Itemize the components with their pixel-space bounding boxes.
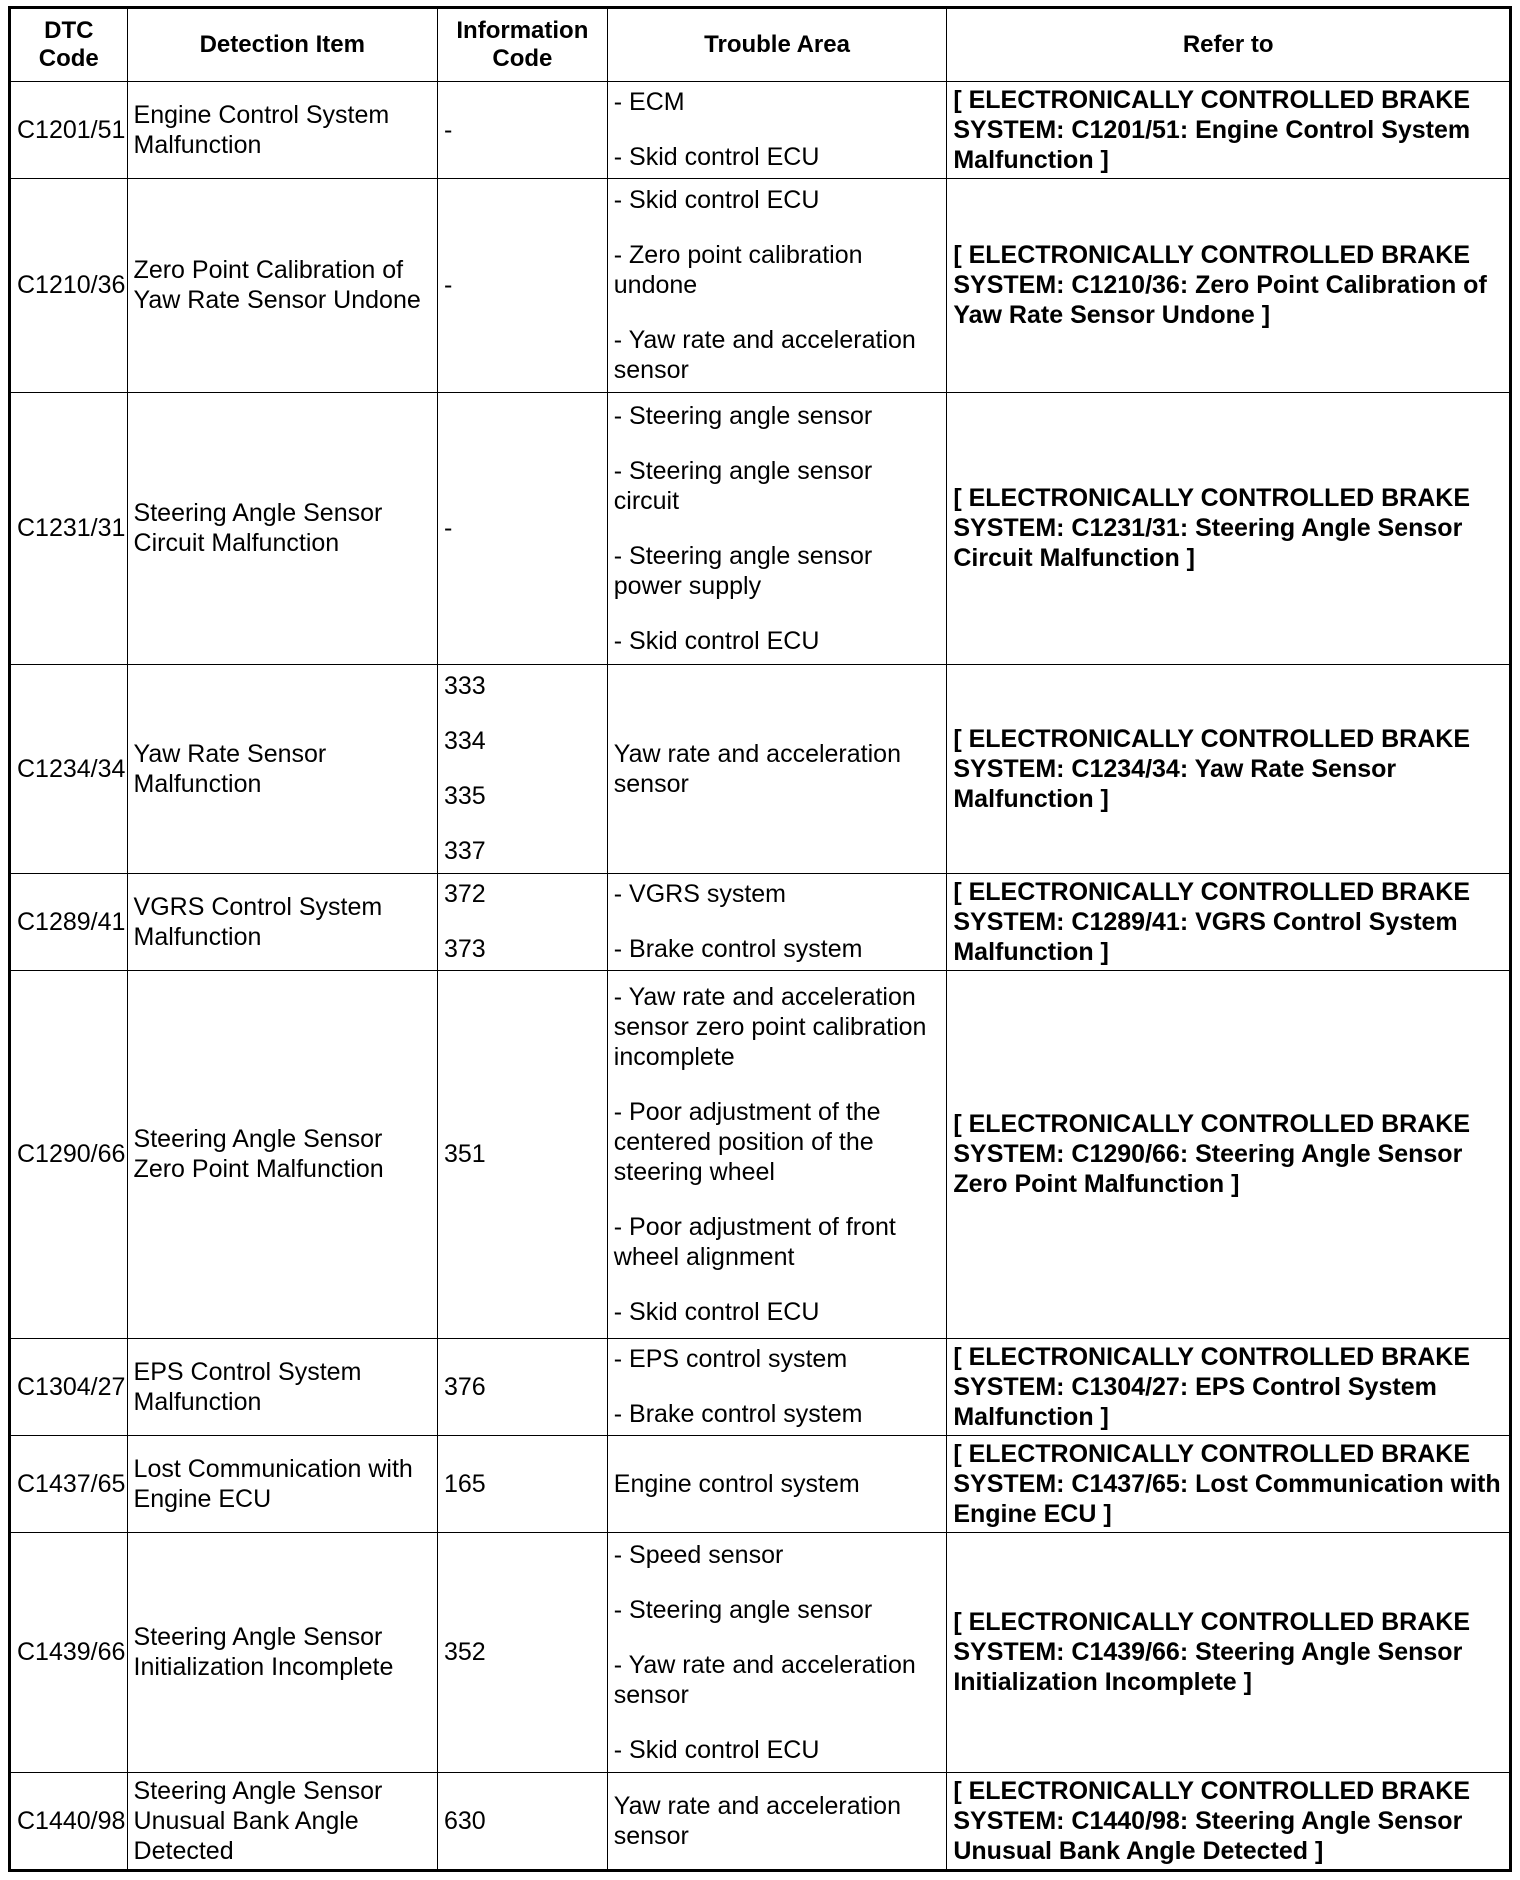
- detection-item-cell: Steering Angle Sensor Unusual Bank Angle Detected: [127, 1773, 437, 1871]
- refer-to-cell: [ ELECTRONICALLY CONTROLLED BRAKE SYSTEM: C1289/41: VGRS Control System Malfunction ]: [947, 873, 1511, 970]
- information-code: -: [443, 115, 453, 144]
- table-row: [10, 970, 1511, 1338]
- refer-to-cell: [ ELECTRONICALLY CONTROLLED BRAKE SYSTEM: C1231/31: Steering Angle Sensor Circuit Malfunction ]: [947, 392, 1511, 664]
- information-code: -: [443, 271, 453, 300]
- information-code: -: [443, 514, 453, 543]
- trouble-area-item: - Skid control ECU: [613, 143, 820, 172]
- trouble-area-item: - Speed sensor: [613, 1540, 784, 1569]
- information-code: 376: [443, 1372, 486, 1401]
- information-code: 337: [443, 837, 486, 866]
- trouble-area-cell: [607, 1435, 947, 1532]
- detection-item-cell: EPS Control System Malfunction: [127, 1338, 437, 1435]
- information-code: 630: [443, 1807, 486, 1836]
- header-detection-item: Detection Item: [127, 8, 437, 82]
- dtc-table: [8, 6, 1512, 1872]
- table-row: [10, 82, 1511, 179]
- information-code: 373: [443, 935, 486, 964]
- information-code: 351: [443, 1140, 486, 1169]
- trouble-area-item: - EPS control system: [613, 1345, 848, 1374]
- table-row: [10, 1435, 1511, 1532]
- detection-item-cell: Zero Point Calibration of Yaw Rate Sensor Undone: [127, 178, 437, 392]
- dtc-code-cell: C1210/36: [10, 178, 128, 392]
- dtc-code-cell: C1440/98: [10, 1773, 128, 1871]
- header-trouble-area: Trouble Area: [607, 8, 947, 82]
- information-code: 333: [443, 672, 486, 701]
- header-information-code: Information Code: [437, 8, 607, 82]
- dtc-code-cell: C1231/31: [10, 392, 128, 664]
- dtc-code-cell: C1201/51: [10, 82, 128, 179]
- table-row: [10, 873, 1511, 970]
- information-code: 334: [443, 727, 486, 756]
- detection-item-cell: Engine Control System Malfunction: [127, 82, 437, 179]
- table-row: [10, 665, 1511, 874]
- dtc-code-cell: C1290/66: [10, 970, 128, 1338]
- information-code: 372: [443, 880, 486, 909]
- trouble-area-item: - Poor adjustment of front wheel alignment: [613, 1212, 896, 1271]
- table-row: [10, 1773, 1511, 1871]
- trouble-area-item: - Poor adjustment of the centered position of the steering wheel: [613, 1097, 881, 1186]
- information-code-cell: [437, 665, 607, 874]
- table-row: [10, 178, 1511, 392]
- refer-to-cell: [ ELECTRONICALLY CONTROLLED BRAKE SYSTEM: C1234/34: Yaw Rate Sensor Malfunction ]: [947, 665, 1511, 874]
- detection-item-cell: VGRS Control System Malfunction: [127, 873, 437, 970]
- trouble-area-cell: [607, 1338, 947, 1435]
- trouble-area-cell: [607, 1532, 947, 1773]
- dtc-code-cell: C1439/66: [10, 1532, 128, 1773]
- trouble-area-item: - Yaw rate and acceleration sensor: [613, 1650, 916, 1709]
- information-code-cell: [437, 873, 607, 970]
- trouble-area-item: - Brake control system: [613, 1400, 863, 1429]
- trouble-area-item: - Steering angle sensor: [613, 401, 873, 430]
- trouble-area-cell: [607, 392, 947, 664]
- refer-to-cell: [ ELECTRONICALLY CONTROLLED BRAKE SYSTEM: C1201/51: Engine Control System Malfunction ]: [947, 82, 1511, 179]
- trouble-area-cell: [607, 665, 947, 874]
- refer-to-cell: [ ELECTRONICALLY CONTROLLED BRAKE SYSTEM: C1437/65: Lost Communication with Engine ECU ]: [947, 1435, 1511, 1532]
- trouble-area-item: - Skid control ECU: [613, 1735, 820, 1764]
- detection-item-cell: Yaw Rate Sensor Malfunction: [127, 665, 437, 874]
- information-code-cell: [437, 82, 607, 179]
- trouble-area-cell: [607, 970, 947, 1338]
- trouble-area-cell: [607, 82, 947, 179]
- trouble-area-item: - Yaw rate and acceleration sensor: [613, 326, 916, 385]
- detection-item-cell: Steering Angle Sensor Initialization Incomplete: [127, 1532, 437, 1773]
- refer-to-cell: [ ELECTRONICALLY CONTROLLED BRAKE SYSTEM: C1210/36: Zero Point Calibration of Yaw Rate Sensor Undone ]: [947, 178, 1511, 392]
- trouble-area-cell: [607, 1773, 947, 1871]
- dtc-code-cell: C1289/41: [10, 873, 128, 970]
- information-code-cell: [437, 178, 607, 392]
- dtc-code-cell: C1304/27: [10, 1338, 128, 1435]
- trouble-area-item: - Skid control ECU: [613, 1297, 820, 1326]
- refer-to-cell: [ ELECTRONICALLY CONTROLLED BRAKE SYSTEM: C1440/98: Steering Angle Sensor Unusual Bank Angle Detected ]: [947, 1773, 1511, 1871]
- trouble-area-item: Yaw rate and acceleration sensor: [613, 1792, 901, 1851]
- refer-to-cell: [ ELECTRONICALLY CONTROLLED BRAKE SYSTEM: C1304/27: EPS Control System Malfunction ]: [947, 1338, 1511, 1435]
- table-body: [10, 82, 1511, 1871]
- trouble-area-item: Engine control system: [613, 1469, 860, 1498]
- trouble-area-item: - ECM: [613, 88, 685, 117]
- trouble-area-item: - Zero point calibration undone: [613, 241, 863, 300]
- trouble-area-cell: [607, 178, 947, 392]
- information-code: 335: [443, 782, 486, 811]
- information-code-cell: [437, 1532, 607, 1773]
- header-row: [10, 8, 1511, 82]
- information-code-cell: [437, 392, 607, 664]
- trouble-area-item: Yaw rate and acceleration sensor: [613, 739, 901, 798]
- trouble-area-item: - Skid control ECU: [613, 626, 820, 655]
- trouble-area-item: - Steering angle sensor: [613, 1595, 873, 1624]
- information-code: 165: [443, 1469, 486, 1498]
- header-refer-to: Refer to: [947, 8, 1511, 82]
- trouble-area-item: - Steering angle sensor power supply: [613, 541, 873, 600]
- trouble-area-cell: [607, 873, 947, 970]
- refer-to-cell: [ ELECTRONICALLY CONTROLLED BRAKE SYSTEM: C1290/66: Steering Angle Sensor Zero Point Malfunction ]: [947, 970, 1511, 1338]
- trouble-area-item: - Brake control system: [613, 935, 863, 964]
- detection-item-cell: Steering Angle Sensor Circuit Malfunction: [127, 392, 437, 664]
- table-row: [10, 1338, 1511, 1435]
- header-dtc-code: DTC Code: [10, 8, 128, 82]
- information-code-cell: [437, 1338, 607, 1435]
- information-code: 352: [443, 1638, 486, 1667]
- dtc-code-cell: C1437/65: [10, 1435, 128, 1532]
- information-code-cell: [437, 970, 607, 1338]
- table-row: [10, 392, 1511, 664]
- trouble-area-item: - Yaw rate and acceleration sensor zero point calibration incomplete: [613, 982, 927, 1071]
- information-code-cell: [437, 1435, 607, 1532]
- detection-item-cell: Lost Communication with Engine ECU: [127, 1435, 437, 1532]
- table-row: [10, 1532, 1511, 1773]
- refer-to-cell: [ ELECTRONICALLY CONTROLLED BRAKE SYSTEM: C1439/66: Steering Angle Sensor Initialization Incomplete ]: [947, 1532, 1511, 1773]
- dtc-code-cell: C1234/34: [10, 665, 128, 874]
- information-code-cell: [437, 1773, 607, 1871]
- detection-item-cell: Steering Angle Sensor Zero Point Malfunction: [127, 970, 437, 1338]
- trouble-area-item: - VGRS system: [613, 880, 787, 909]
- trouble-area-item: - Steering angle sensor circuit: [613, 456, 873, 515]
- trouble-area-item: - Skid control ECU: [613, 186, 820, 215]
